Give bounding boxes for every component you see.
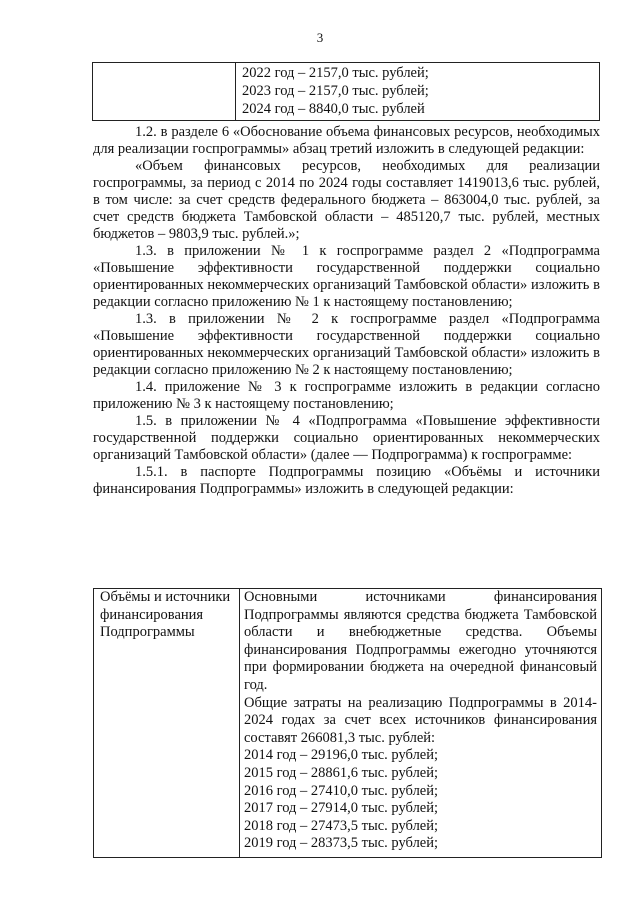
funding-total-text: Общие затраты на реализацию Подпрограммы в 2014-2024 годах за счет всех источников финансирования составят 266081,3 тыс. рублей: (244, 694, 597, 746)
paragraph-1-5-1: 1.5.1. в паспорте Подпрограммы позицию «Объёмы и источники финансирования Подпрограммы» изложить в следующей редакции: (93, 464, 600, 497)
table-cell-empty (93, 63, 236, 121)
year-line: 2017 год – 27914,0 тыс. рублей; (244, 800, 439, 817)
paragraph-quote-volume: «Объем финансовых ресурсов, необходимых для реализации госпрограммы, за период с 2014 по 2024 годы составляет 1419013,6 тыс. рублей, в том числе: за счет средств федерального бюджета – 863004,0 тыс. рублей, за счет средств бюджета Тамбовской области – 485120,7 тыс. рублей, местных бюджетов – 9803,9 тыс. рублей.»; (93, 158, 600, 242)
paragraph-1-3-second: 1.3. в приложении № 2 к госпрограмме раздел «Подпрограмма «Повышение эффективности государственной поддержки социально ориентированных некоммерческих организаций Тамбовской области» изложить в редакции согласно приложению № 2 к настоящему постановлению; (93, 311, 600, 378)
paragraph-1-3-first: 1.3. в приложении № 1 к госпрограмме раздел 2 «Подпрограмма «Повышение эффективности государственной поддержки социально ориентированных некоммерческих организаций Тамбовской области» изложить в редакции согласно приложению № 1 к настоящему постановлению; (93, 243, 600, 310)
year-line: 2022 год – 2157,0 тыс. рублей; (242, 65, 429, 81)
table-cell-years (236, 63, 600, 121)
year-line: 2024 год – 8840,0 тыс. рублей (242, 101, 425, 117)
year-line: 2015 год – 28861,6 тыс. рублей; (244, 764, 439, 781)
year-line: 2018 год – 27473,5 тыс. рублей; (244, 817, 439, 834)
body-text (93, 124, 600, 498)
paragraph-1-4: 1.4. приложение № 3 к госпрограмме изложить в редакции согласно приложению № 3 к настоящему постановлению; (93, 379, 600, 412)
funding-passport-table (93, 588, 602, 858)
paragraph-1-5: 1.5. в приложении № 4 «Подпрограмма «Повышение эффективности государственной поддержки социально ориентированных некоммерческих организаций Тамбовской области» (далее — Подпрограмма) к госпрограмме: (93, 413, 600, 463)
year-line: 2019 год – 28373,5 тыс. рублей; (244, 835, 439, 852)
year-line: 2023 год – 2157,0 тыс. рублей; (242, 83, 429, 99)
funding-label-cell: Объёмы и источники финансирования Подпрограммы (94, 589, 240, 858)
funding-table-continuation (92, 62, 600, 121)
funding-description-cell (240, 589, 602, 858)
year-line: 2014 год – 29196,0 тыс. рублей; (244, 747, 439, 764)
funding-sources-text: Основными источниками финансирования Подпрограммы являются средства бюджета Тамбовской области и внебюджетные средства. Объемы финансирования Подпрограммы ежегодно уточняются при формировании бюджета на очередной финансовый год. (244, 589, 597, 693)
year-line: 2016 год – 27410,0 тыс. рублей; (244, 782, 439, 799)
page-number: 3 (316, 30, 324, 45)
paragraph-1-2: 1.2. в разделе 6 «Обоснование объема финансовых ресурсов, необходимых для реализации госпрограммы» абзац третий изложить в следующей редакции: (93, 124, 600, 157)
